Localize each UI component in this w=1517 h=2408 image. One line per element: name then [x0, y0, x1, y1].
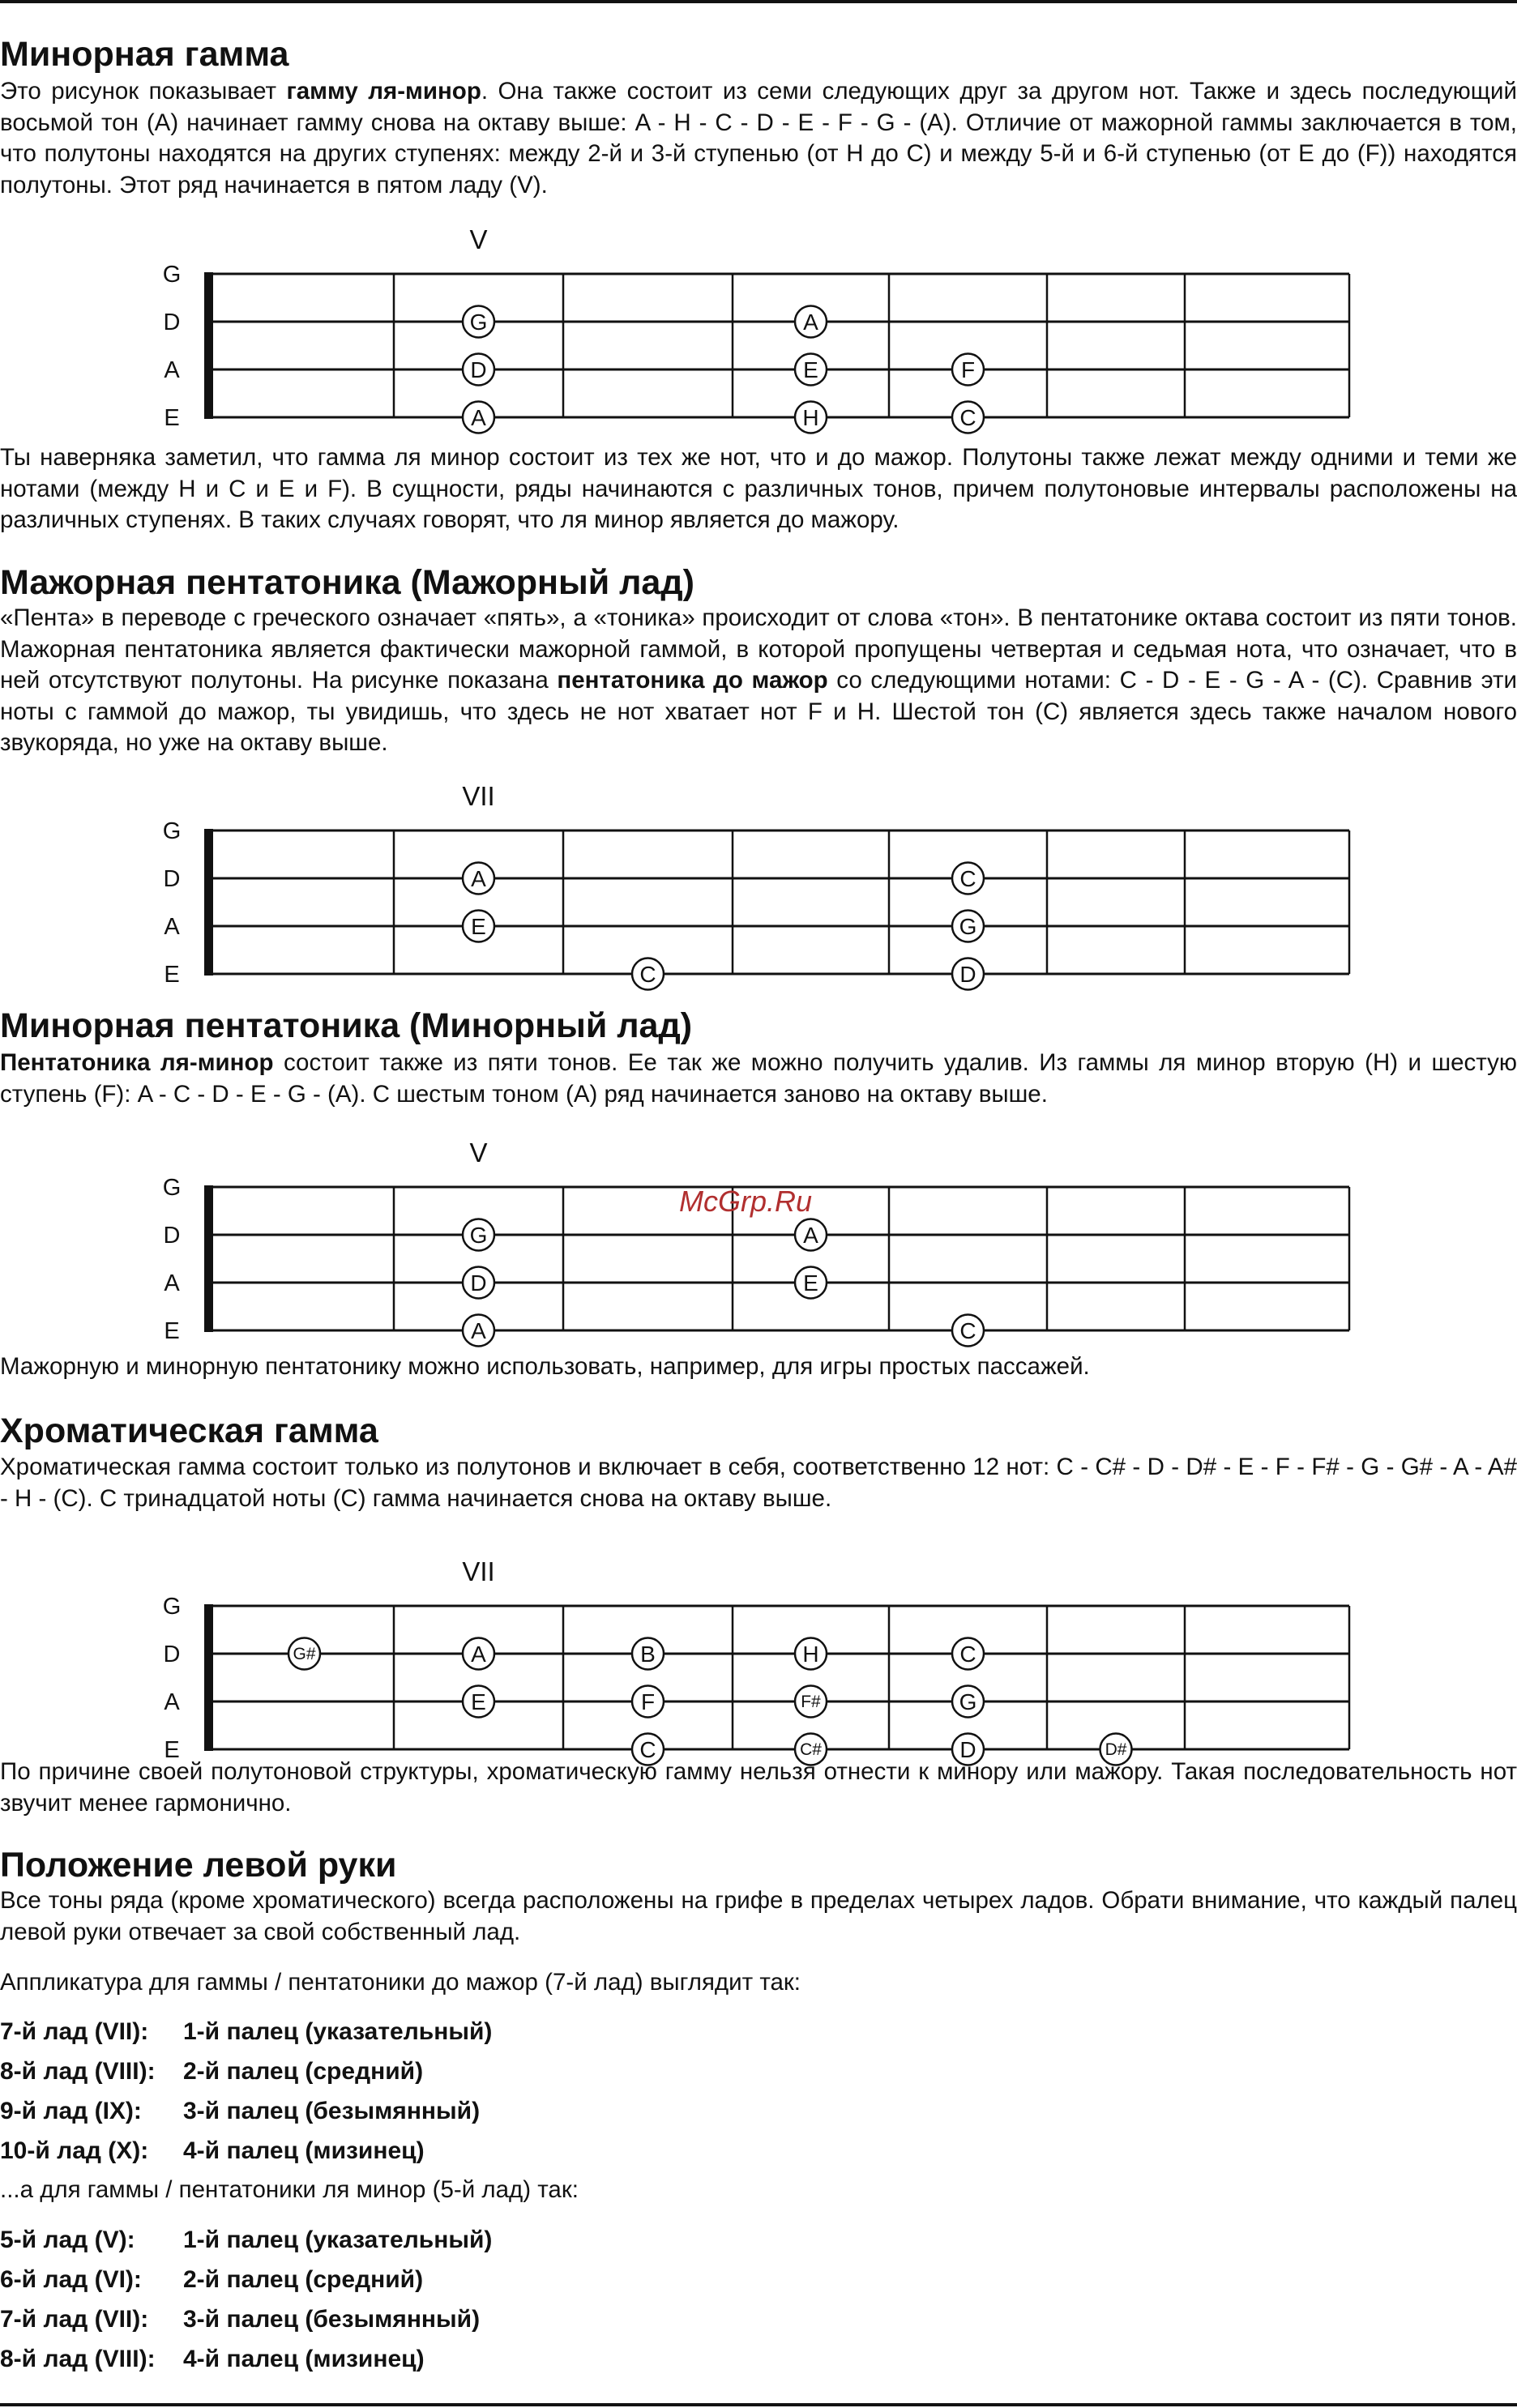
note-label: C#	[800, 1740, 822, 1759]
left-hand-text: Все тоны ряда (кроме хроматического) всегда расположены на грифе в пределах четырех ладов. Обрати внимание, что каждый палец левой руки отвечает за свой собственный лад.	[0, 1887, 1517, 1945]
note-label: F#	[801, 1693, 821, 1711]
fingering-row	[0, 2051, 492, 2091]
note-label: F	[960, 357, 976, 382]
note-label: H	[802, 1642, 819, 1667]
string-label-a: A	[164, 1689, 180, 1715]
note-marker	[952, 1638, 984, 1670]
fingering-row	[0, 2339, 492, 2379]
fretboard-svg	[0, 775, 1517, 1010]
major-pentatonic-text: «Пента» в переводе с греческого означает «пять», а «тоника» происходит от слова «тон». В пентатонике октава состоит из пяти тонов. Мажорная пентатоника является фактически мажорной гаммой, в которой пропущены четвертая и седьмая нота, что означает, что в ней отсутствуют полутоны. На рисунке показана пентатоника до мажор со следующими нотами: C - D - E - G - A - (C). Сравнив эти ноты с гаммой до мажор, ты увидишь, что здесь не нот хватает нот F и H. Шестой тон (C) является здесь также началом нового звукоряда, но уже на октаву выше.	[0, 604, 1517, 756]
section-title-major-pentatonic: Мажорная пентатоника (Мажорный лад)	[0, 563, 694, 602]
note-label: G	[469, 1223, 488, 1248]
fretboard-svg	[0, 1132, 1517, 1367]
note-marker	[952, 1315, 984, 1347]
note-marker	[795, 1219, 827, 1251]
string-label-d: D	[163, 1223, 181, 1249]
position-label: V	[469, 224, 488, 254]
note-label: C	[959, 1318, 976, 1343]
fretboard-diagram	[0, 219, 1517, 454]
nut	[204, 1604, 213, 1751]
minor-scale-after-text: Ты наверняка заметил, что гамма ля минор состоит из тех же нот, что и до мажор. Полутоны также лежат между одними и теми же нотами (между H и C и E и F). В сущности, ряды начинаются с различных тонов, причем полутоновые интервалы расположены на различных ступенях. В таких случаях говорят, что ля минор является до мажору.	[0, 444, 1517, 533]
fingering-fret: 7-й лад (VII):	[0, 2306, 149, 2333]
fingering-row	[0, 2091, 492, 2131]
note-marker	[952, 1686, 984, 1718]
note-marker	[463, 1686, 494, 1718]
fingering-fret: 6-й лад (VI):	[0, 2266, 142, 2293]
string-label-g: G	[162, 1594, 182, 1620]
string-label-g: G	[162, 262, 182, 288]
section-title-left-hand: Положение левой руки	[0, 1846, 397, 1885]
note-marker	[463, 1315, 494, 1347]
note-label: F	[640, 1689, 656, 1714]
note-label: E	[803, 1270, 818, 1296]
note-marker	[632, 1638, 664, 1670]
note-label: E	[471, 1689, 486, 1714]
note-marker	[952, 959, 984, 990]
nut	[204, 1185, 213, 1332]
major-pentatonic-bold-term: пентатоника до мажор	[557, 667, 828, 694]
top-rule	[0, 0, 1517, 3]
note-label: A	[471, 405, 486, 430]
note-marker	[463, 911, 494, 942]
fingering-fret: 8-й лад (VIII):	[0, 2058, 156, 2085]
note-marker	[952, 354, 984, 386]
string-label-a: A	[164, 1270, 180, 1296]
minor-fingering-intro: ...а для гаммы / пентатоники ля минор (5-й лад) так:	[0, 2176, 579, 2203]
note-marker	[463, 1267, 494, 1299]
note-marker	[463, 402, 494, 433]
string-label-g: G	[162, 818, 182, 844]
note-label: H	[802, 405, 819, 430]
note-label: B	[640, 1642, 656, 1667]
string-label-d: D	[163, 1642, 181, 1667]
major-fingering-list	[0, 2012, 492, 2171]
note-marker	[795, 1267, 827, 1299]
string-label-d: D	[163, 866, 181, 892]
position-label: V	[469, 1138, 488, 1168]
note-marker	[288, 1638, 320, 1670]
note-marker	[952, 911, 984, 942]
note-label: C	[639, 1737, 656, 1762]
chromatic-after-text: По причине своей полутоновой структуры, хроматическую гамму нельзя отнести к минору или мажору. Такая последовательность нот звучит менее гармонично.	[0, 1758, 1517, 1817]
fingering-finger: 1-й палец (указательный)	[183, 2018, 493, 2045]
fingering-finger: 4-й палец (мизинец)	[183, 2346, 425, 2372]
note-label: D	[470, 357, 487, 382]
note-label: E	[471, 914, 486, 939]
note-label: A	[471, 1318, 486, 1343]
fretboard-svg	[0, 219, 1517, 454]
nut	[204, 829, 213, 976]
string-label-d: D	[163, 310, 181, 335]
minor-fingering-list	[0, 2220, 492, 2379]
note-label: G	[959, 914, 977, 939]
string-label-e: E	[164, 405, 180, 431]
fingering-finger: 3-й палец (безымянный)	[183, 2098, 481, 2124]
note-label: A	[471, 866, 486, 891]
note-marker	[632, 959, 664, 990]
note-marker	[795, 1686, 827, 1718]
minor-scale-text: Это рисунок показывает гамму ля-минор. Она также состоит из семи следующих друг за другом нот. Также и здесь последующий восьмой тон (A) начинает гамму снова на октаву выше: A - H - C - D - E - F - G - (A). Отличие от мажорной гаммы заключается в том, что полутоны находятся на других ступенях: между 2-й и 3-й ступенью (от H до C) и между 5-й и 6-й ступенью (от E до (F)) находятся полутоны. Этот ряд начинается в пятом ладу (V).	[0, 78, 1517, 199]
note-label: C	[959, 866, 976, 891]
fretboard-diagram	[0, 1132, 1517, 1367]
fretboard-diagram	[0, 775, 1517, 1010]
note-marker	[795, 402, 827, 433]
fingering-fret: 7-й лад (VII):	[0, 2018, 149, 2045]
note-marker	[463, 354, 494, 386]
nut	[204, 272, 213, 419]
note-marker	[795, 1638, 827, 1670]
fretboard-svg	[0, 1551, 1517, 1786]
minor-pentatonic-bold-term: Пентатоника ля-минор	[0, 1049, 274, 1076]
minor-pentatonic-text: Пентатоника ля-минор состоит также из пяти тонов. Ее так же можно получить удалив. Из гаммы ля минор вторую (H) и шестую ступень (F): A - C - D - E - G - (A). С шестым тоном (A) ряд начинается заново на октаву выше.	[0, 1049, 1517, 1108]
note-marker	[632, 1686, 664, 1718]
fingering-row	[0, 2260, 492, 2299]
note-label: E	[803, 357, 818, 382]
string-label-a: A	[164, 357, 180, 383]
position-label: VII	[462, 781, 495, 811]
note-label: G#	[293, 1645, 316, 1663]
note-label: C	[959, 405, 976, 430]
note-label: A	[803, 1223, 818, 1248]
fingering-row	[0, 2220, 492, 2260]
string-label-e: E	[164, 962, 180, 988]
bottom-rule	[0, 2403, 1517, 2406]
fingering-fret: 10-й лад (X):	[0, 2137, 149, 2164]
note-label: D	[959, 1737, 976, 1762]
note-marker	[463, 1219, 494, 1251]
fingering-fret: 9-й лад (IX):	[0, 2098, 142, 2124]
note-label: G	[469, 310, 488, 335]
note-label: C	[959, 1642, 976, 1667]
string-label-g: G	[162, 1175, 182, 1201]
minor-pentatonic-after-text: Мажорную и минорную пентатонику можно использовать, например, для игры простых пассажей.	[0, 1353, 1090, 1380]
note-marker	[463, 863, 494, 894]
note-label: C	[639, 962, 656, 987]
note-label: A	[471, 1642, 486, 1667]
fingering-finger: 2-й палец (средний)	[183, 2058, 424, 2085]
fingering-row	[0, 2131, 492, 2171]
note-label: D#	[1105, 1740, 1127, 1759]
position-label: VII	[462, 1556, 495, 1586]
chromatic-text: Хроматическая гамма состоит только из полутонов и включает в себя, соответственно 12 нот: C - C# - D - D# - E - F - F# - G - G# - A - A# - H - (C). С тринадцатой ноты (C) гамма начинается снова на октаву выше.	[0, 1454, 1517, 1512]
note-label: D	[959, 962, 976, 987]
fingering-fret: 5-й лад (V):	[0, 2227, 135, 2253]
fingering-row	[0, 2299, 492, 2339]
section-title-minor-scale: Минорная гамма	[0, 35, 289, 74]
note-marker	[795, 306, 827, 338]
section-title-minor-pentatonic: Минорная пентатоника (Минорный лад)	[0, 1006, 693, 1045]
major-fingering-intro: Аппликатура для гаммы / пентатоники до мажор (7-й лад) выглядит так:	[0, 1969, 801, 1996]
note-label: D	[470, 1270, 487, 1296]
minor-scale-bold-term: гамму ля-минор	[286, 78, 481, 105]
note-marker	[952, 402, 984, 433]
note-marker	[952, 863, 984, 894]
note-marker	[463, 306, 494, 338]
fingering-finger: 2-й палец (средний)	[183, 2266, 424, 2293]
fingering-fret: 8-й лад (VIII):	[0, 2346, 156, 2372]
note-label: G	[959, 1689, 977, 1714]
note-marker	[795, 354, 827, 386]
note-marker	[463, 1638, 494, 1670]
string-label-e: E	[164, 1737, 180, 1763]
string-label-a: A	[164, 914, 180, 940]
fingering-finger: 4-й палец (мизинец)	[183, 2137, 425, 2164]
fingering-finger: 3-й палец (безымянный)	[183, 2306, 481, 2333]
fingering-finger: 1-й палец (указательный)	[183, 2227, 493, 2253]
fingering-row	[0, 2012, 492, 2051]
section-title-chromatic: Хроматическая гамма	[0, 1411, 378, 1450]
string-label-e: E	[164, 1318, 180, 1344]
note-label: A	[803, 310, 818, 335]
watermark-text: McGrp.Ru	[679, 1185, 813, 1218]
fretboard-diagram	[0, 1551, 1517, 1786]
